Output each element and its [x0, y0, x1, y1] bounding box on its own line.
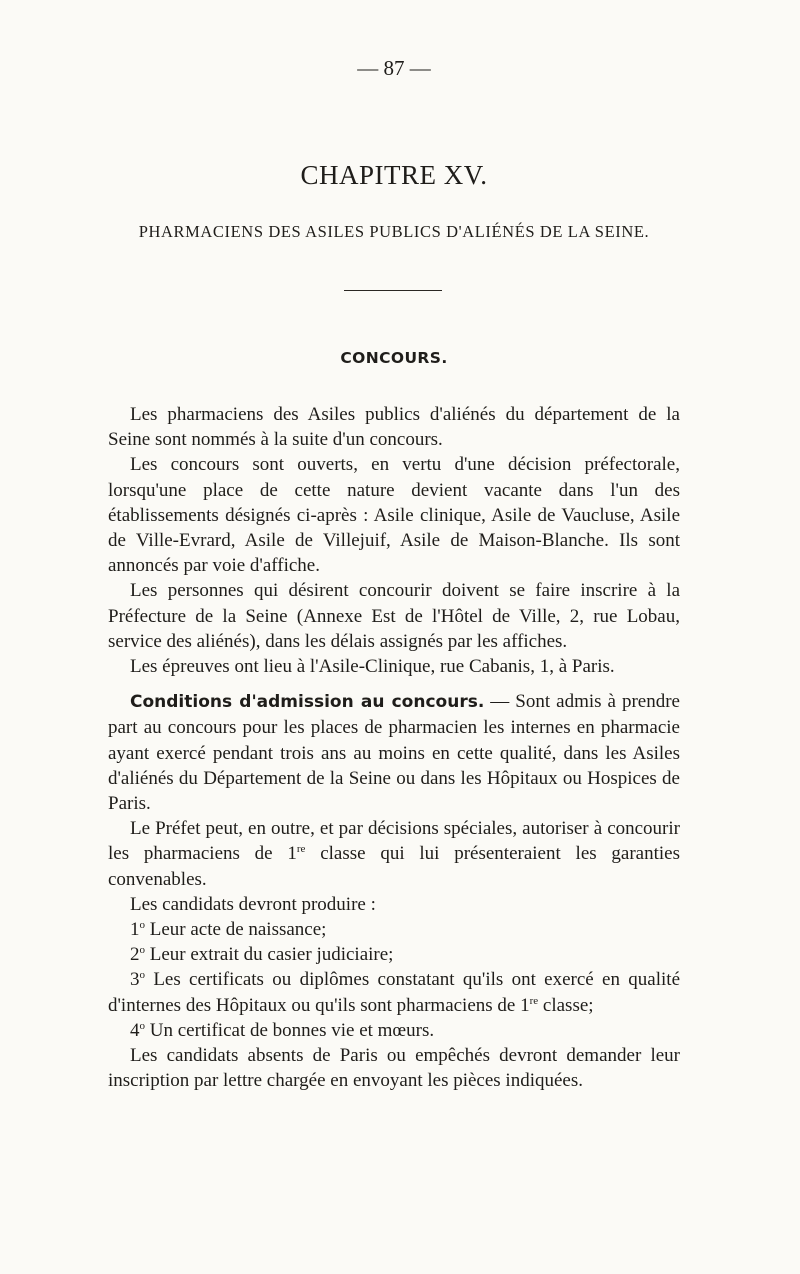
chapter-title: CHAPITRE XV. — [300, 160, 488, 190]
paragraph-candidats-absents: Les candidats absents de Paris ou empêchés devront demander leur inscription par lettre chargée en envoyant les pièces indiquées. — [108, 1045, 680, 1092]
list-item-number: 1 — [130, 919, 140, 941]
paragraph-produire: Les candidats devront produire : — [130, 893, 376, 915]
list-item-degree: o — [139, 944, 145, 957]
conditions-text: — Sont admis à prendre part au concours pour les places de pharmacien les internes en pharmacie ayant exercé pendant trois ans au moins en cette qualité, dans les Asiles d'aliénés du Département de la Seine ou dans les Hôpitaux ou Hospices de Paris. — [108, 691, 680, 815]
chapter-subtitle: PHARMACIENS DES ASILES PUBLICS D'ALIÉNÉS DE LA SEINE. — [138, 222, 650, 241]
prefet-text-after: classe qui lui présenteraient les garanties convenables. — [108, 843, 680, 890]
list-item-text: Leur acte de naissance; — [145, 919, 327, 941]
list-item-superscript: re — [529, 994, 539, 1007]
list-item-bonnes-vie-moeurs — [108, 1018, 680, 1043]
paragraph-concours-ouverts: Les concours sont ouverts, en vertu d'une décision préfectorale, lorsqu'une place de cette nature devient vacante dans l'un des établissements désignés ci-après : Asile clinique, Asile de Vaucluse, Asile de Ville-Evrard, Asile de Villejuif, Asile de Maison-Blanche. Ils sont annoncés par voie d'affiche. — [108, 454, 680, 577]
list-item-number: 4 — [130, 1019, 140, 1041]
section-heading: CONCOURS. — [340, 349, 448, 367]
list-item-text: Leur extrait du casier judiciaire; — [145, 944, 394, 966]
list-item-acte-naissance — [108, 917, 680, 942]
list-item-text: Les certificats ou diplômes constatant qu'ils ont exercé en qualité d'internes des Hôpitaux ou qu'ils sont pharmaciens de 1 — [108, 969, 680, 1016]
list-item-number: 3 — [130, 969, 140, 991]
list-item-certificats — [108, 967, 680, 1017]
paragraph-inscription: Les personnes qui désirent concourir doivent se faire inscrire à la Préfecture de la Seine (Annexe Est de l'Hôtel de Ville, 2, rue Lobau, service des aliénés), dans les délais assignés par les affiches. — [108, 580, 680, 652]
prefet-superscript: re — [296, 843, 306, 856]
body-text — [108, 402, 680, 1093]
list-item-casier-judiciaire — [108, 942, 680, 967]
paragraph-prefet — [108, 816, 680, 892]
list-item-degree: o — [139, 1019, 145, 1032]
list-item-number: 2 — [130, 944, 140, 966]
section-divider — [344, 290, 442, 291]
list-item-text: Un certificat de bonnes vie et mœurs. — [145, 1019, 435, 1041]
conditions-heading: Conditions d'admission au concours. — [130, 692, 485, 713]
prefet-text-before: Le Préfet peut, en outre, et par décisions spéciales, autoriser à concourir les pharmaciens de 1 — [108, 818, 680, 865]
list-item-degree: o — [139, 919, 145, 932]
paragraph-epreuves: Les épreuves ont lieu à l'Asile-Clinique, rue Cabanis, 1, à Paris. — [130, 656, 615, 678]
paragraph-conditions — [108, 689, 680, 816]
list-item-degree: o — [139, 969, 145, 982]
list-item-text-after: classe; — [538, 994, 594, 1016]
paragraph-nomination: Les pharmaciens des Asiles publics d'aliénés du département de la Seine sont nommés à la suite d'un concours. — [108, 404, 680, 451]
page-number: — 87 — — [357, 56, 431, 80]
